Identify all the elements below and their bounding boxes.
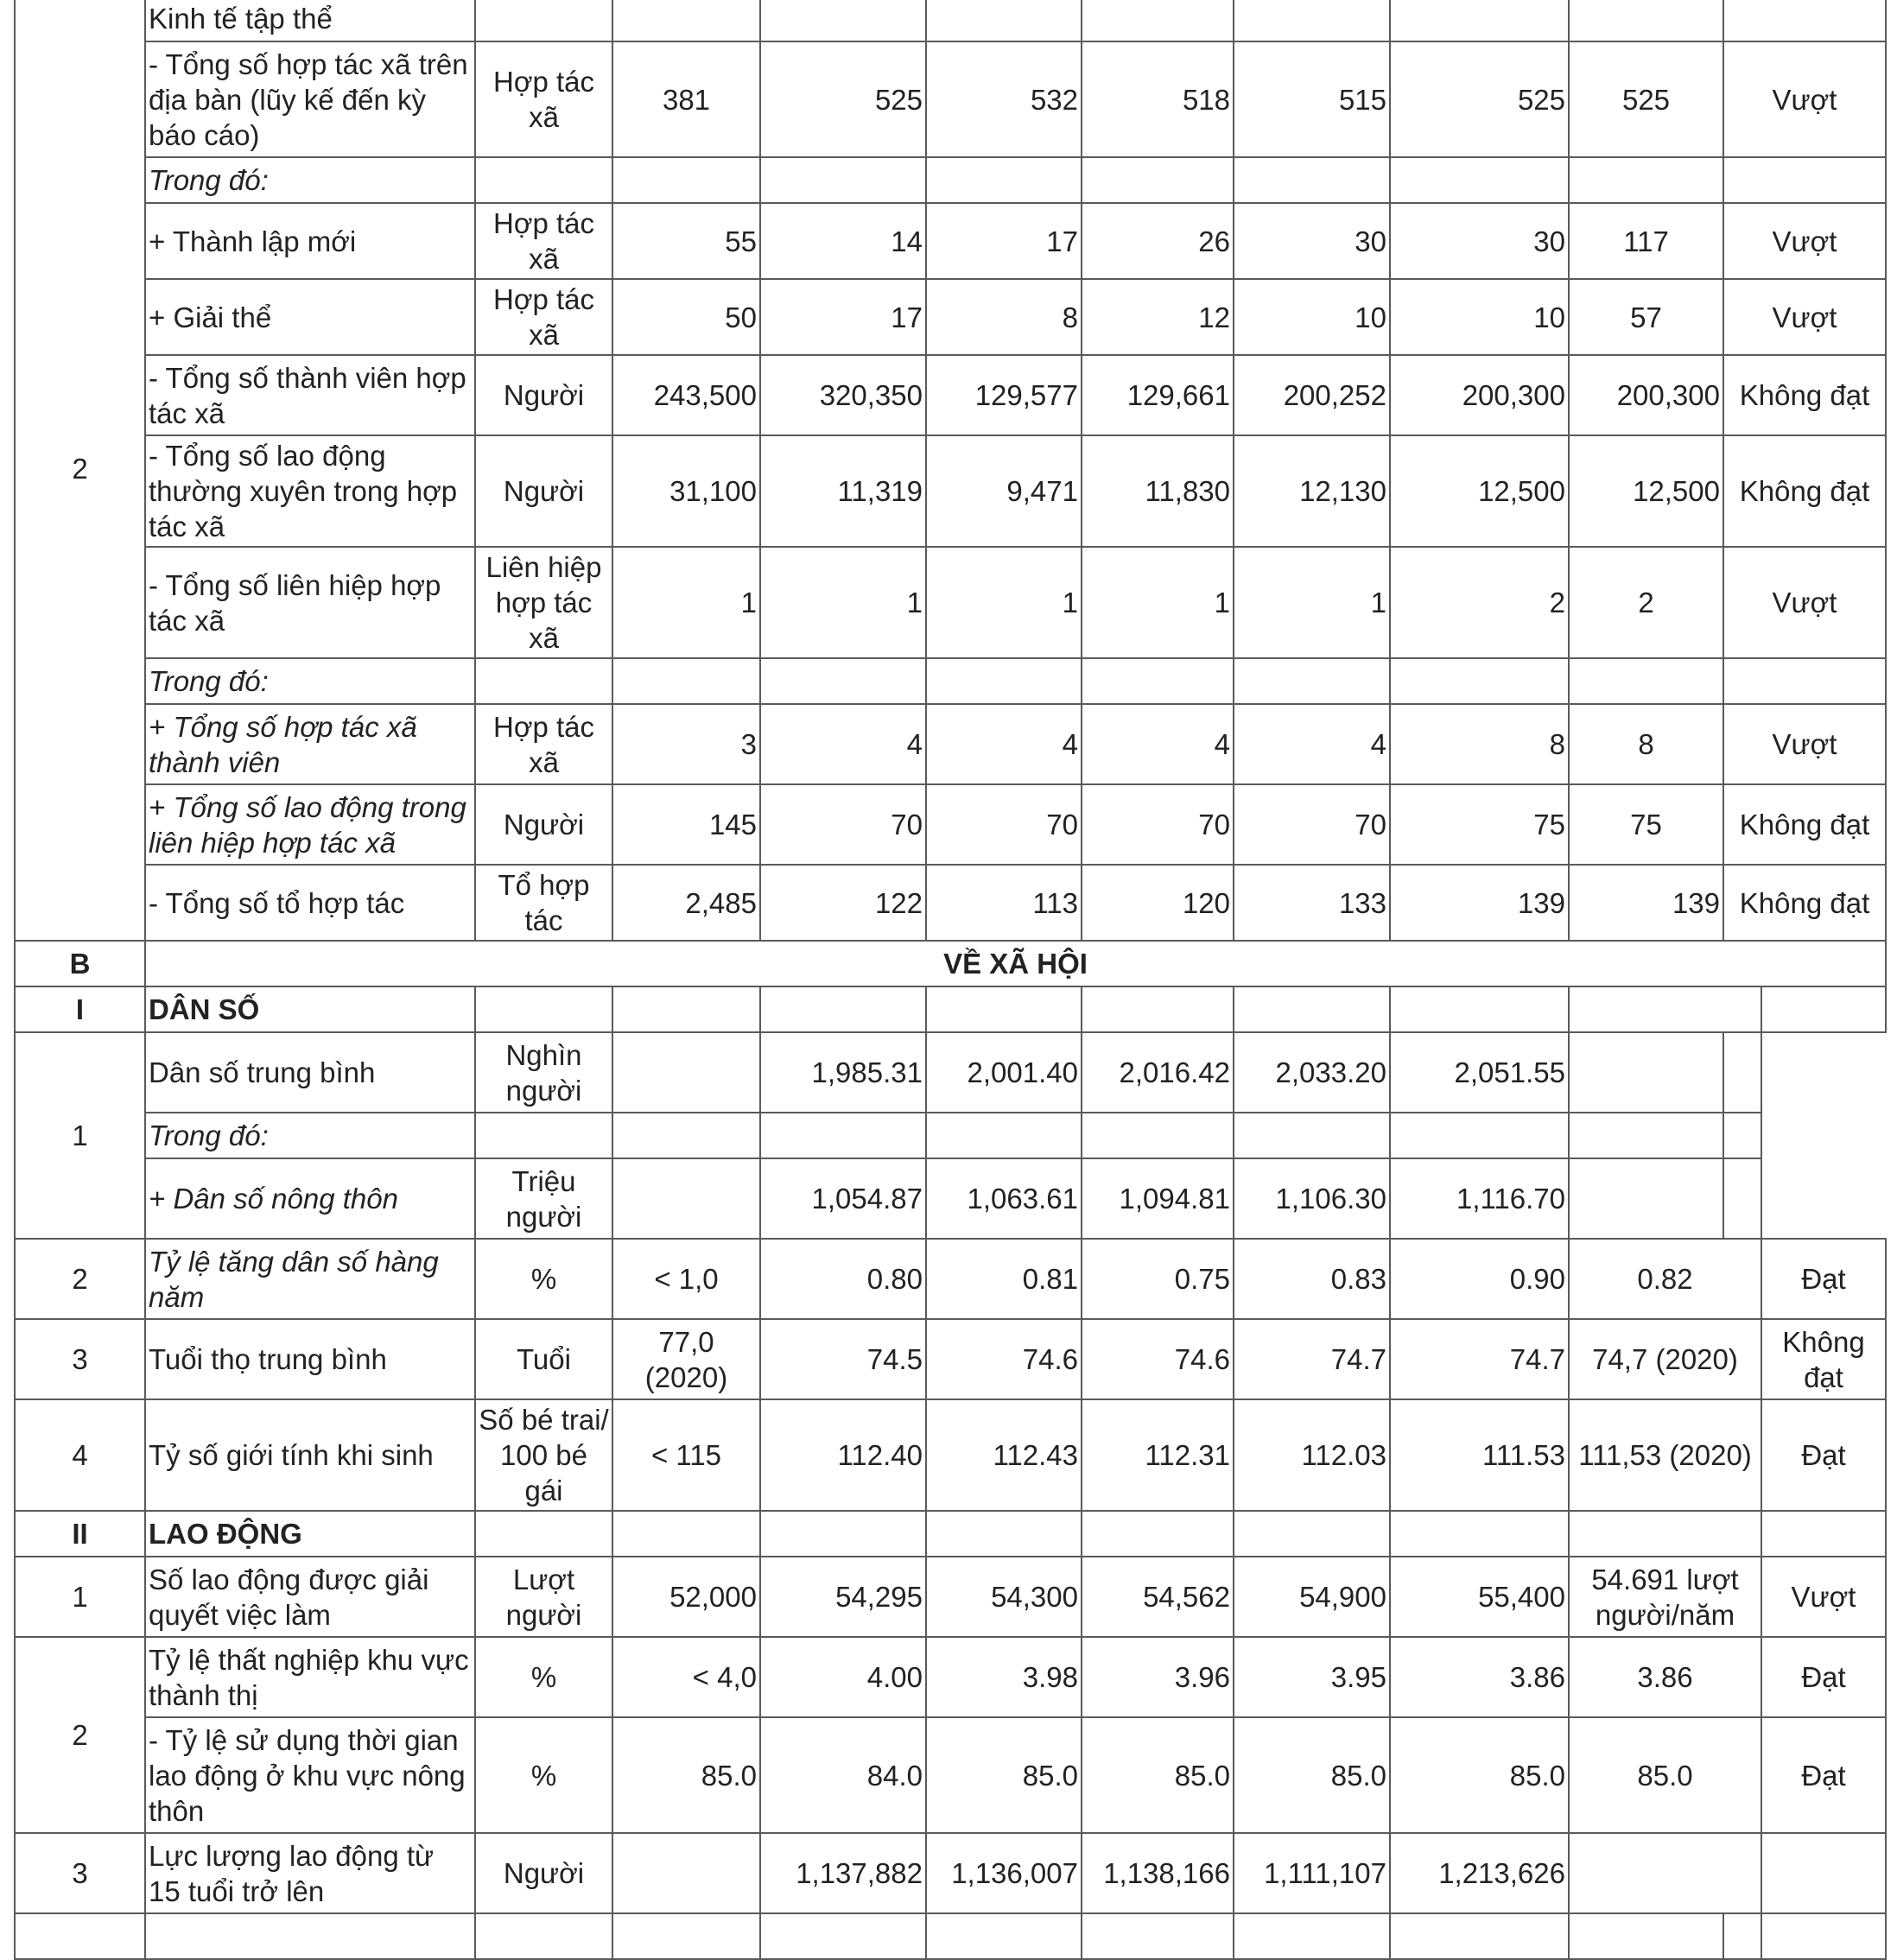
value-cell: 525 xyxy=(1390,41,1569,157)
population-rural-row xyxy=(15,1158,1886,1239)
sub-heading: Trong đó: xyxy=(145,1113,475,1158)
table-cell xyxy=(475,1113,612,1158)
target-cell: 52,000 xyxy=(612,1557,760,1637)
value-cell: 17 xyxy=(760,279,926,355)
population-sub-row xyxy=(15,1113,1886,1158)
value-cell: 4 xyxy=(760,704,926,784)
value-cell xyxy=(1723,1158,1761,1239)
row-stt: 1 xyxy=(15,1557,145,1637)
labor-section xyxy=(15,1511,1886,1959)
value-cell: 54,900 xyxy=(1234,1557,1390,1637)
value-cell xyxy=(1569,1158,1723,1239)
table-cell xyxy=(760,1511,926,1557)
value-cell: 10 xyxy=(1390,279,1569,355)
sex-ratio-row xyxy=(15,1399,1886,1511)
row-label: Tỷ số giới tính khi sinh xyxy=(145,1399,475,1511)
status-cell: Vượt xyxy=(1723,203,1886,279)
value-cell: 243,500 xyxy=(612,355,760,435)
value-cell: 200,300 xyxy=(1569,355,1723,435)
row-unit: % xyxy=(475,1637,612,1717)
value-cell: 57 xyxy=(1569,279,1723,355)
value-cell: 11,319 xyxy=(760,435,926,547)
value-cell: 74.7 xyxy=(1390,1319,1569,1399)
row-stt: 2 xyxy=(15,1637,145,1833)
row-stt: 1 xyxy=(15,1032,145,1239)
dan-so-title: DÂN SỐ xyxy=(145,986,475,1032)
population-avg-row xyxy=(15,1032,1886,1113)
value-cell: 55,400 xyxy=(1390,1557,1569,1637)
status-cell: Đạt xyxy=(1761,1717,1886,1833)
row-unit: Hợp tác xã xyxy=(475,203,612,279)
value-cell: 31,100 xyxy=(612,435,760,547)
target-cell: < 4,0 xyxy=(612,1637,760,1717)
value-cell: 75 xyxy=(1569,784,1723,865)
table-cell xyxy=(760,157,926,203)
value-cell: 0.80 xyxy=(760,1239,926,1319)
table-cell xyxy=(1390,1511,1569,1557)
value-cell: 139 xyxy=(1390,865,1569,941)
table-cell xyxy=(1569,1113,1723,1158)
status-cell: Đạt xyxy=(1761,1239,1886,1319)
value-cell: 54,300 xyxy=(926,1557,1082,1637)
value-cell xyxy=(612,1158,760,1239)
value-cell: 50 xyxy=(612,279,760,355)
coop-row xyxy=(15,658,1886,704)
status-cell: Vượt xyxy=(1723,279,1886,355)
value-cell: 1 xyxy=(760,547,926,658)
value-cell: 2,001.40 xyxy=(926,1032,1082,1113)
value-cell: 8 xyxy=(1390,704,1569,784)
table-cell xyxy=(1234,1511,1390,1557)
dan-so-stt: I xyxy=(15,986,145,1032)
value-cell: 111.53 xyxy=(1390,1399,1569,1511)
table-cell xyxy=(475,0,612,41)
value-cell: 3.95 xyxy=(1234,1637,1390,1717)
section-b-row xyxy=(15,941,1886,986)
row-label: + Tổng số lao động trong liên hiệp hợp tác xã xyxy=(145,784,475,865)
value-cell: 515 xyxy=(1234,41,1390,157)
value-cell: 1 xyxy=(1082,547,1234,658)
coop-row xyxy=(15,355,1886,435)
value-cell: 70 xyxy=(760,784,926,865)
status-cell: Không đạt xyxy=(1761,1319,1886,1399)
row-label: Tuổi thọ trung bình xyxy=(145,1319,475,1399)
table-cell xyxy=(1569,658,1723,704)
table-cell xyxy=(926,1913,1082,1959)
value-cell: 74.5 xyxy=(760,1319,926,1399)
status-cell: Không đạt xyxy=(1723,784,1886,865)
table-cell xyxy=(612,0,760,41)
row-label: - Tổng số thành viên hợp tác xã xyxy=(145,355,475,435)
table-cell xyxy=(1234,1113,1390,1158)
value-cell: 3 xyxy=(612,704,760,784)
status-cell: Vượt xyxy=(1723,547,1886,658)
value-cell: 1,111,107 xyxy=(1234,1833,1390,1913)
value-cell: 12,130 xyxy=(1234,435,1390,547)
row-label: + Giải thể xyxy=(145,279,475,355)
table-cell xyxy=(1569,157,1723,203)
value-cell: 75 xyxy=(1390,784,1569,865)
target-cell: 85.0 xyxy=(612,1717,760,1833)
population-section xyxy=(15,1032,1886,1511)
value-cell xyxy=(612,1032,760,1113)
table-cell xyxy=(1082,0,1234,41)
coop-section xyxy=(15,0,1886,941)
row-unit: Lượt người xyxy=(475,1557,612,1637)
value-cell: 117 xyxy=(1569,203,1723,279)
table-cell xyxy=(1723,157,1886,203)
value-cell: 85.0 xyxy=(926,1717,1082,1833)
sub-heading: Trong đó: xyxy=(145,157,475,203)
value-cell: 70 xyxy=(926,784,1082,865)
row-label: Kinh tế tập thể xyxy=(145,0,475,41)
target-cell: 77,0 (2020) xyxy=(612,1319,760,1399)
row-stt: 2 xyxy=(15,1239,145,1319)
value-cell: 8 xyxy=(926,279,1082,355)
table-cell xyxy=(1082,658,1234,704)
value-cell: 112.43 xyxy=(926,1399,1082,1511)
value-cell: 11,830 xyxy=(1082,435,1234,547)
table-cell xyxy=(612,1511,760,1557)
row-stt: 3 xyxy=(15,1319,145,1399)
table-cell xyxy=(612,157,760,203)
result-cell: 3.86 xyxy=(1569,1637,1761,1717)
status-cell: Vượt xyxy=(1723,41,1886,157)
value-cell: 122 xyxy=(760,865,926,941)
coop-row xyxy=(15,0,1886,41)
row-unit: Tuổi xyxy=(475,1319,612,1399)
value-cell: 55 xyxy=(612,203,760,279)
result-cell: 54.691 lượt người/năm xyxy=(1569,1557,1761,1637)
coop-row xyxy=(15,203,1886,279)
sub-heading: Trong đó: xyxy=(145,658,475,704)
row-label: - Tỷ lệ sử dụng thời gian lao động ở khu vực nông thôn xyxy=(145,1717,475,1833)
value-cell: 1 xyxy=(612,547,760,658)
value-cell: 74.7 xyxy=(1234,1319,1390,1399)
value-cell: 129,577 xyxy=(926,355,1082,435)
coop-row xyxy=(15,547,1886,658)
row-unit: % xyxy=(475,1239,612,1319)
value-cell: 12,500 xyxy=(1390,435,1569,547)
table-cell xyxy=(612,1913,760,1959)
table-cell xyxy=(1761,1511,1886,1557)
status-cell: Đạt xyxy=(1761,1637,1886,1717)
result-cell: 85.0 xyxy=(1569,1717,1761,1833)
value-cell: 0.81 xyxy=(926,1239,1082,1319)
value-cell: 12 xyxy=(1082,279,1234,355)
status-cell: Đạt xyxy=(1761,1399,1886,1511)
coop-row xyxy=(15,279,1886,355)
coop-row xyxy=(15,704,1886,784)
table-cell xyxy=(1723,1113,1761,1158)
value-cell: 518 xyxy=(1082,41,1234,157)
value-cell: 9,471 xyxy=(926,435,1082,547)
row-label: Lực lượng lao động từ 15 tuổi trở lên xyxy=(145,1833,475,1913)
value-cell: 3.98 xyxy=(926,1637,1082,1717)
table-cell xyxy=(1723,0,1886,41)
value-cell: 1,106.30 xyxy=(1234,1158,1390,1239)
value-cell xyxy=(1569,1032,1723,1113)
value-cell: 112.31 xyxy=(1082,1399,1234,1511)
value-cell: 200,300 xyxy=(1390,355,1569,435)
value-cell: 1,213,626 xyxy=(1390,1833,1569,1913)
table-cell xyxy=(926,658,1082,704)
value-cell xyxy=(1723,1032,1761,1113)
value-cell: 14 xyxy=(760,203,926,279)
lao-dong-stt: II xyxy=(15,1511,145,1557)
row-unit: Người xyxy=(475,435,612,547)
table-cell xyxy=(1390,658,1569,704)
value-cell: 112.40 xyxy=(760,1399,926,1511)
table-cell xyxy=(1234,658,1390,704)
value-cell: 54,295 xyxy=(760,1557,926,1637)
value-cell: 70 xyxy=(1082,784,1234,865)
value-cell: 1 xyxy=(1234,547,1390,658)
row-unit: Người xyxy=(475,1833,612,1913)
value-cell: 145 xyxy=(612,784,760,865)
value-cell: 4.00 xyxy=(760,1637,926,1717)
value-cell: 17 xyxy=(926,203,1082,279)
table-cell xyxy=(1082,1511,1234,1557)
table-cell xyxy=(926,1113,1082,1158)
value-cell: 85.0 xyxy=(1234,1717,1390,1833)
table-cell xyxy=(15,1913,145,1959)
population-growth-row xyxy=(15,1239,1886,1319)
value-cell: 1,138,166 xyxy=(1082,1833,1234,1913)
row-unit: Hợp tác xã xyxy=(475,279,612,355)
coop-row xyxy=(15,435,1886,547)
table-cell xyxy=(1390,1913,1569,1959)
section-b-stt: B xyxy=(15,941,145,986)
table-cell xyxy=(760,658,926,704)
row-label: Số lao động được giải quyết việc làm xyxy=(145,1557,475,1637)
value-cell: 133 xyxy=(1234,865,1390,941)
statistics-table xyxy=(14,0,1887,1960)
value-cell: 120 xyxy=(1082,865,1234,941)
value-cell: 1 xyxy=(926,547,1082,658)
time-use-row xyxy=(15,1717,1886,1833)
table-cell xyxy=(1761,1913,1886,1959)
value-cell: 4 xyxy=(926,704,1082,784)
row-label: Tỷ lệ thất nghiệp khu vực thành thị xyxy=(145,1637,475,1717)
row-label: Tỷ lệ tăng dân số hàng năm xyxy=(145,1239,475,1319)
value-cell: 113 xyxy=(926,865,1082,941)
coop-row xyxy=(15,157,1886,203)
value-cell: 200,252 xyxy=(1234,355,1390,435)
table-cell xyxy=(612,1113,760,1158)
table-cell xyxy=(1390,157,1569,203)
table-cell xyxy=(1082,157,1234,203)
table-cell xyxy=(760,1913,926,1959)
row-stt: 3 xyxy=(15,1833,145,1913)
social-section xyxy=(15,941,1886,1032)
lao-dong-title: LAO ĐỘNG xyxy=(145,1511,475,1557)
value-cell: 84.0 xyxy=(760,1717,926,1833)
lao-dong-header-row xyxy=(15,1511,1886,1557)
coop-stt: 2 xyxy=(15,0,145,941)
value-cell: 8 xyxy=(1569,704,1723,784)
table-cell xyxy=(1723,658,1886,704)
value-cell xyxy=(612,1833,760,1913)
row-unit: Triệu người xyxy=(475,1158,612,1239)
value-cell: 129,661 xyxy=(1082,355,1234,435)
value-cell: 54,562 xyxy=(1082,1557,1234,1637)
life-expectancy-row xyxy=(15,1319,1886,1399)
row-label: + Thành lập mới xyxy=(145,203,475,279)
value-cell: 85.0 xyxy=(1082,1717,1234,1833)
unemployment-row xyxy=(15,1637,1886,1717)
statistics-table-container xyxy=(14,0,1885,1907)
table-cell xyxy=(926,1511,1082,1557)
value-cell: 74.6 xyxy=(1082,1319,1234,1399)
status-cell: Không đạt xyxy=(1723,435,1886,547)
value-cell: 4 xyxy=(1082,704,1234,784)
table-cell xyxy=(926,0,1082,41)
status-cell: Không đạt xyxy=(1723,865,1886,941)
value-cell: 30 xyxy=(1234,203,1390,279)
value-cell xyxy=(1761,1833,1886,1913)
row-label: + Dân số nông thôn xyxy=(145,1158,475,1239)
value-cell: 2,051.55 xyxy=(1390,1032,1569,1113)
value-cell: 1,985.31 xyxy=(760,1032,926,1113)
value-cell: 4 xyxy=(1234,704,1390,784)
table-cell xyxy=(1723,1913,1761,1959)
value-cell: 3.96 xyxy=(1082,1637,1234,1717)
table-cell xyxy=(612,658,760,704)
value-cell: 3.86 xyxy=(1390,1637,1569,1717)
row-label: - Tổng số hợp tác xã trên địa bàn (lũy kế đến kỳ báo cáo) xyxy=(145,41,475,157)
value-cell: 525 xyxy=(1569,41,1723,157)
row-unit: Người xyxy=(475,784,612,865)
table-cell xyxy=(145,1913,475,1959)
row-unit: Tổ hợp tác xyxy=(475,865,612,941)
result-cell: 111,53 (2020) xyxy=(1569,1399,1761,1511)
value-cell: 525 xyxy=(760,41,926,157)
value-cell: 12,500 xyxy=(1569,435,1723,547)
section-b-title: VỀ XÃ HỘI xyxy=(145,941,1886,986)
row-unit: Số bé trai/ 100 bé gái xyxy=(475,1399,612,1511)
row-unit: Hợp tác xã xyxy=(475,41,612,157)
row-stt: 4 xyxy=(15,1399,145,1511)
value-cell: 1,063.61 xyxy=(926,1158,1082,1239)
row-unit: Liên hiệp hợp tác xã xyxy=(475,547,612,658)
value-cell: 0.90 xyxy=(1390,1239,1569,1319)
row-label: - Tổng số liên hiệp hợp tác xã xyxy=(145,547,475,658)
result-cell: 0.82 xyxy=(1569,1239,1761,1319)
table-cell xyxy=(1390,0,1569,41)
table-cell xyxy=(1569,1913,1723,1959)
status-cell: Vượt xyxy=(1761,1557,1886,1637)
status-cell: Vượt xyxy=(1723,704,1886,784)
table-cell xyxy=(926,157,1082,203)
coop-row xyxy=(15,784,1886,865)
table-cell xyxy=(1234,1913,1390,1959)
table-cell xyxy=(475,1511,612,1557)
value-cell: 112.03 xyxy=(1234,1399,1390,1511)
next-row xyxy=(15,1913,1886,1959)
row-unit: Hợp tác xã xyxy=(475,704,612,784)
status-cell: Không đạt xyxy=(1723,355,1886,435)
value-cell: 2 xyxy=(1569,547,1723,658)
value-cell: 320,350 xyxy=(760,355,926,435)
table-cell xyxy=(1569,0,1723,41)
table-cell xyxy=(475,1913,612,1959)
coop-row xyxy=(15,865,1886,941)
value-cell: 85.0 xyxy=(1390,1717,1569,1833)
value-cell: 0.83 xyxy=(1234,1239,1390,1319)
row-label: + Tổng số hợp tác xã thành viên xyxy=(145,704,475,784)
table-cell xyxy=(475,157,612,203)
value-cell: 30 xyxy=(1390,203,1569,279)
value-cell: 74.6 xyxy=(926,1319,1082,1399)
value-cell: 0.75 xyxy=(1082,1239,1234,1319)
result-cell: 74,7 (2020) xyxy=(1569,1319,1761,1399)
value-cell: 2,016.42 xyxy=(1082,1032,1234,1113)
table-cell xyxy=(1082,1113,1234,1158)
row-unit: Nghìn người xyxy=(475,1032,612,1113)
value-cell: 70 xyxy=(1234,784,1390,865)
value-cell: 2,485 xyxy=(612,865,760,941)
value-cell: 1,137,882 xyxy=(760,1833,926,1913)
value-cell: 2 xyxy=(1390,547,1569,658)
coop-row xyxy=(15,41,1886,157)
value-cell: 139 xyxy=(1569,865,1723,941)
value-cell: 1,094.81 xyxy=(1082,1158,1234,1239)
table-cell xyxy=(1569,1511,1761,1557)
row-label: - Tổng số lao động thường xuyên trong hợp tác xã xyxy=(145,435,475,547)
value-cell: 1,054.87 xyxy=(760,1158,926,1239)
table-cell xyxy=(1234,0,1390,41)
table-cell xyxy=(760,1113,926,1158)
labor-force-row xyxy=(15,1833,1886,1913)
table-cell xyxy=(1234,157,1390,203)
value-cell: 381 xyxy=(612,41,760,157)
value-cell: 532 xyxy=(926,41,1082,157)
target-cell: < 1,0 xyxy=(612,1239,760,1319)
value-cell: 26 xyxy=(1082,203,1234,279)
jobs-row xyxy=(15,1557,1886,1637)
value-cell: 1,136,007 xyxy=(926,1833,1082,1913)
row-label: Dân số trung bình xyxy=(145,1032,475,1113)
value-cell: 10 xyxy=(1234,279,1390,355)
table-cell xyxy=(475,658,612,704)
table-cell xyxy=(1569,1833,1761,1913)
table-cell xyxy=(1390,1113,1569,1158)
table-cell xyxy=(760,0,926,41)
value-cell: 1,116.70 xyxy=(1390,1158,1569,1239)
row-label: - Tổng số tổ hợp tác xyxy=(145,865,475,941)
table-cell xyxy=(1082,1913,1234,1959)
row-unit: % xyxy=(475,1717,612,1833)
target-cell: < 115 xyxy=(612,1399,760,1511)
value-cell: 2,033.20 xyxy=(1234,1032,1390,1113)
row-unit: Người xyxy=(475,355,612,435)
dan-so-header-row xyxy=(15,986,1886,1032)
